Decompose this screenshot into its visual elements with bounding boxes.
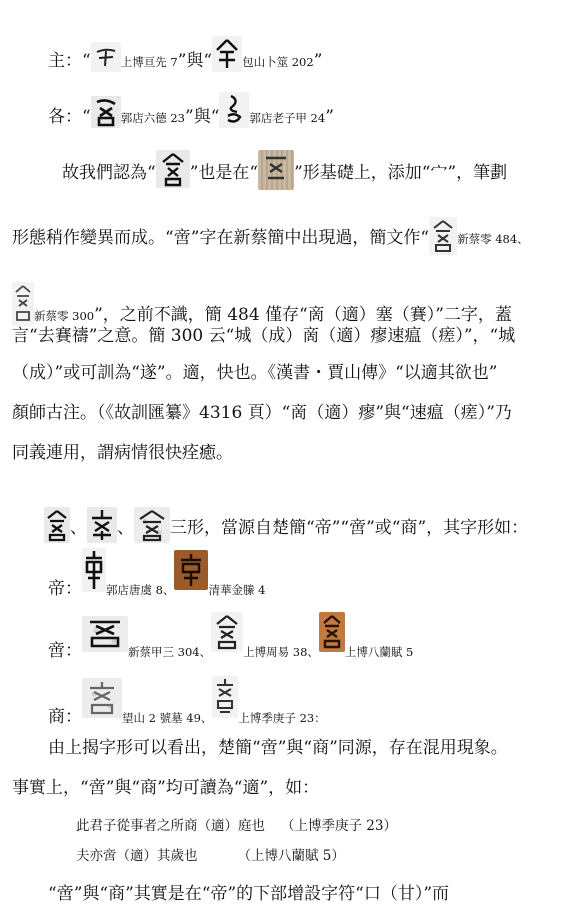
line-yanshigu: [12, 403, 512, 423]
text: 各：“: [48, 107, 91, 127]
label-di: 帝：: [48, 579, 82, 599]
line-cheng: [12, 363, 497, 383]
text: 事實上，“啻”與“商”均可讀為“適”，如：: [12, 778, 320, 798]
glyph-image-icon: [82, 548, 106, 592]
glyph-image-icon: [429, 217, 457, 255]
glyph-image-icon: [44, 507, 70, 543]
text: 顏師古注。（《故訓匯纂》4316 頁）“啇（適）瘳”與“速瘟（瘥）”乃: [12, 403, 512, 423]
glyph-image-icon: [134, 507, 170, 543]
text: ”: [313, 51, 323, 71]
text: ”與“: [177, 51, 213, 71]
source-label: 包山卜筮 202: [242, 55, 314, 69]
line-xincai: [12, 282, 512, 326]
glyph-image-icon: [82, 678, 122, 718]
source-label: 郭店唐虞 8、: [106, 583, 175, 597]
glyph-image-icon: [212, 36, 242, 72]
source-label: 郭店老子甲 24: [249, 111, 326, 125]
line-yan: [12, 326, 515, 346]
source-label: 上博周易 38、: [243, 645, 319, 659]
glyph-image-icon: [219, 92, 249, 128]
line-fact: [12, 778, 319, 798]
glyph-image-icon: [319, 612, 345, 652]
source-label: 上博季庚子 23：: [238, 711, 326, 725]
line-form: [12, 217, 529, 255]
source-label: 新蔡甲三 304、: [128, 645, 212, 659]
text: 由上揭字形可以看出，楚簡“啻”與“商”同源，存在混用現象。: [48, 738, 508, 758]
quote-source: （上博季庚子 23）: [281, 818, 397, 834]
source-label: 新蔡零 300: [34, 309, 95, 323]
quote-source: （上博八蘭賦 5）: [237, 848, 345, 864]
line-chi: [48, 612, 414, 661]
glyph-image-icon: [212, 676, 238, 718]
line-zhu: [48, 36, 322, 72]
glyph-image-icon: [91, 42, 121, 72]
glyph-image-icon: [12, 282, 34, 326]
source-label: 上博八蘭賦 5: [344, 645, 414, 659]
quote-text: 夫亦啻（適）其歲也: [76, 848, 198, 864]
text: ”也是在“: [189, 163, 259, 183]
text: “啻”與“商”其實是在“帝”的下部增設字符“口（甘）”而: [48, 884, 450, 904]
source-label: 清華金縢 4: [208, 583, 266, 597]
glyph-image-icon: [87, 507, 117, 543]
quote-2: [76, 848, 345, 864]
text: ”與“: [185, 107, 220, 127]
text: ”形基礎上，添加“宀”，筆劃: [294, 163, 508, 183]
text: 、: [70, 518, 87, 538]
text: 言“去賽禱”之意。簡 300 云“城（成）啇（適）瘳速瘟（瘥）”，“城: [12, 326, 516, 346]
text: 故我們認為“: [62, 163, 156, 183]
text: ”: [325, 107, 334, 127]
text: ”，之前不識，簡 484 僅存“啇（適）塞（賽）”二字，蓋: [94, 305, 512, 325]
glyph-image-icon: [156, 150, 190, 188]
line-tongyi: [12, 443, 233, 463]
text: 主：“: [48, 51, 91, 71]
label-chi: 啻：: [48, 641, 82, 661]
text: 三形，當源自楚簡“帝”“啻”或“商”，其字形如：: [170, 518, 529, 538]
text: （成）”或可訓為“遂”。適，快也。《漢書・賈山傳》“以適其欲也”: [12, 363, 498, 383]
line-di: [48, 548, 266, 599]
line-conclusion: [48, 738, 508, 758]
source-label: 望山 2 號墓 49、: [122, 711, 213, 725]
text: 、: [117, 518, 134, 538]
label-shang: 商：: [48, 707, 82, 727]
glyph-image-icon: [211, 612, 243, 652]
line-three-forms: [44, 507, 528, 543]
source-label: 郭店六德 23: [120, 111, 185, 125]
glyph-image-icon: [91, 96, 121, 128]
line-final: [48, 884, 449, 904]
line-shang: [48, 676, 326, 727]
line-argument: [62, 150, 507, 190]
line-ge: [48, 92, 334, 128]
source-label: 上博亘先 7: [120, 55, 178, 69]
glyph-image-icon: [174, 550, 208, 590]
text: 同義連用，謂病情很快痊癒。: [12, 443, 233, 463]
glyph-image-icon: [258, 150, 294, 190]
quote-1: [76, 818, 397, 834]
source-label: 新蔡零 484、: [457, 232, 529, 246]
quote-text: 此君子從事者之所商（適）庭也: [76, 818, 265, 834]
text: 形態稍作變異而成。“啻”字在新蔡簡中出現過，簡文作“: [12, 228, 430, 248]
glyph-image-icon: [82, 616, 128, 652]
